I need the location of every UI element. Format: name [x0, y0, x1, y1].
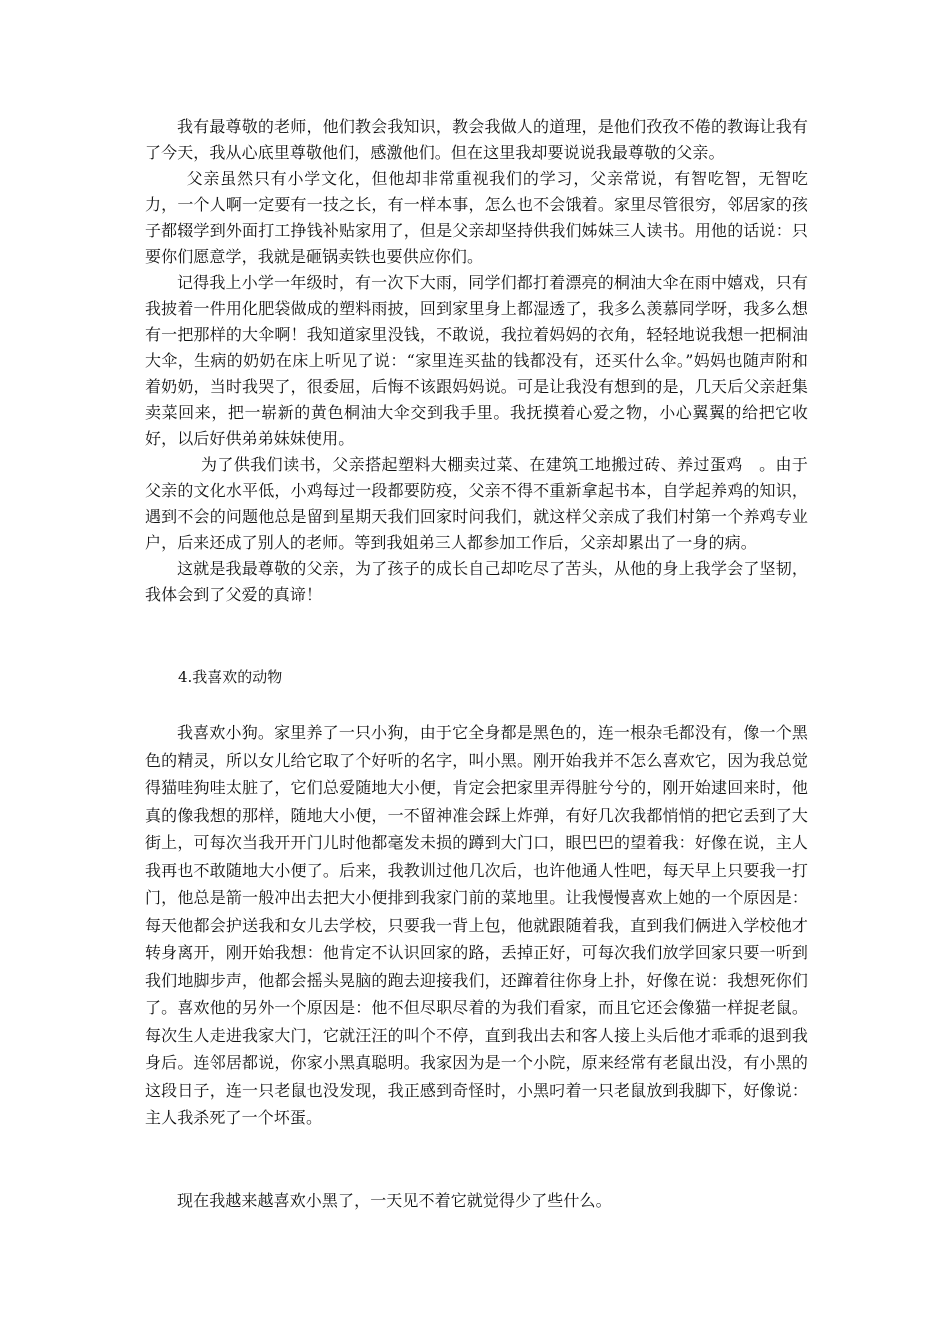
essay-animal-closing	[145, 1188, 808, 1214]
paragraph: 现在我越来越喜欢小黑了，一天见不着它就觉得少了些什么。	[177, 1191, 612, 1210]
paragraph: 我有最尊敬的老师，他们教会我知识，教会我做人的道理，是他们孜孜不倦的教诲让我有了今天，我从心底里尊敬他们，感激他们。但在这里我却要说说我最尊敬的父亲。	[145, 117, 808, 162]
paragraph: 这就是我最尊敬的父亲，为了孩子的成长自己却吃尽了苦头，从他的身上我学会了坚韧，我体会到了父爱的真谛！	[145, 559, 808, 604]
paragraph: 我喜欢小狗。家里养了一只小狗，由于它全身都是黑色的，连一根杂毛都没有，像一个黑色的精灵，所以女儿给它取了个好听的名字，叫小黑。刚开始我并不怎么喜欢它，因为我总觉得猫哇狗哇太脏了，它们总爱随地大小便，肯定会把家里弄得脏兮兮的，刚开始逮回来时，他真的像我想的那样，随地大小便，一不留神准会踩上炸弹，有好几次我都悄悄的把它丢到了大街上，可每次当我开开门儿时他都毫发未损的蹲到大门口，眼巴巴的望着我：好像在说，主人我再也不敢随地大小便了。后来，我教训过他几次后，也许他通人性吧，每天早上只要我一打门，他总是箭一般冲出去把大小便排到我家门前的菜地里。让我慢慢喜欢上她的一个原因是：每天他都会护送我和女儿去学校，只要我一背上包，他就跟随着我，直到我们俩进入学校他才转身离开，刚开始我想：他肯定不认识回家的路，丢掉正好，可每次我们放学回家只要一听到我们地脚步声，他都会摇头晃脑的跑去迎接我们，还蹿着往你身上扑，好像在说：我想死你们了。喜欢他的另外一个原因是：他不但尽职尽着的为我们看家，而且它还会像猫一样捉老鼠。每次生人走进我家大门，它就汪汪的叫个不停，直到我出去和客人接上头后他才乖乖的退到我身后。连邻居都说，你家小黑真聪明。我家因为是一个小院，原来经常有老鼠出没，有小黑的这段日子，连一只老鼠也没发现，我正感到奇怪时，小黑叼着一只老鼠放到我脚下，好像说：主人我杀死了一个坏蛋。	[145, 723, 808, 1127]
paragraph: 父亲虽然只有小学文化，但他却非常重视我们的学习，父亲常说，有智吃智，无智吃力，一个人啊一定要有一技之长，有一样本事，怎么也不会饿着。家里尽管很穷，邻居家的孩子都辍学到外面打工挣钱补贴家用了，但是父亲却坚持供我们姊妹三人读书。用他的话说：只要你们愿意学，我就是砸锅卖铁也要供应你们。	[145, 169, 808, 266]
essay-animal	[145, 719, 808, 1132]
section-heading: 4.我喜欢的动物	[178, 668, 283, 686]
paragraph: 记得我上小学一年级时，有一次下大雨，同学们都打着漂亮的桐油大伞在雨中嬉戏，只有我披着一件用化肥袋做成的塑料雨披，回到家里身上都湿透了，我多么羡慕同学呀，我多么想有一把那样的大伞啊！我知道家里没钱，不敢说，我拉着妈妈的衣角，轻轻地说我想一把桐油大伞，生病的奶奶在床上听见了说：“家里连买盐的钱都没有，还买什么伞。”妈妈也随声附和着奶奶，当时我哭了，很委屈，后悔不该跟妈妈说。可是让我没有想到的是，几天后父亲赶集卖菜回来，把一崭新的黄色桐油大伞交到我手里。我抚摸着心爱之物，小心翼翼的给把它收好，以后好供弟弟妹妹使用。	[145, 273, 808, 448]
paragraph: 为了供我们读书，父亲搭起塑料大棚卖过菜、在建筑工地搬过砖、养过蛋鸡 。由于父亲的文化水平低，小鸡每过一段都要防疫，父亲不得不重新拿起书本，自学起养鸡的知识，遇到不会的问题他总是留到星期天我们回家时问我们，就这样父亲成了我们村第一个养鸡专业户，后来还成了别人的老师。等到我姐弟三人都参加工作后，父亲却累出了一身的病。	[145, 455, 808, 552]
essay-father	[145, 114, 808, 608]
